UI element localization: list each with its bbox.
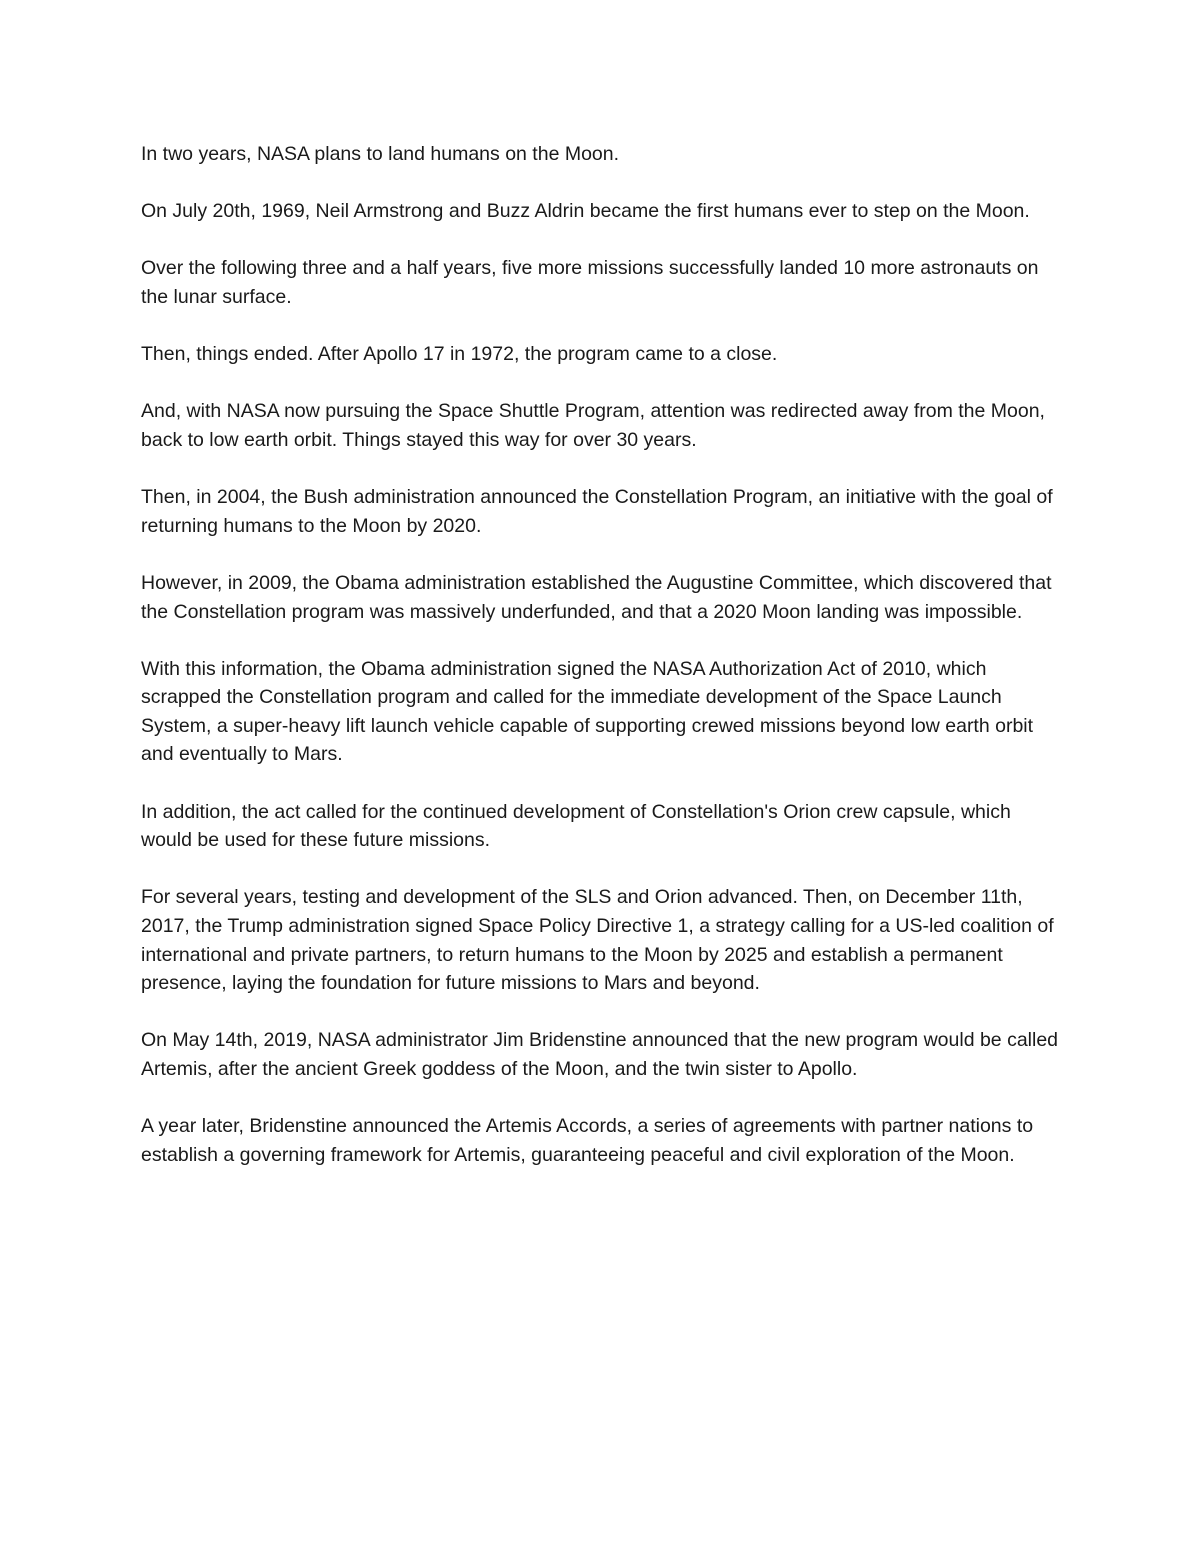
paragraph-5: And, with NASA now pursuing the Space Shuttle Program, attention was redirected away from the Moon, back to low earth orbit. Things stayed this way for over 30 years.: [141, 400, 1045, 451]
paragraph-2: On July 20th, 1969, Neil Armstrong and Buzz Aldrin became the first humans ever to step on the Moon.: [141, 200, 1030, 223]
paragraph-8: With this information, the Obama administration signed the NASA Authorization Act of 2010, which scrapped the Constellation program and called for the immediate development of the Space Launch System, a super-heavy lift launch vehicle capable of supporting crewed missions beyond low earth orbit and eventually to Mars.: [141, 657, 1034, 766]
paragraph-12: A year later, Bridenstine announced the Artemis Accords, a series of agreements with partner nations to establish a governing framework for Artemis, guaranteeing peaceful and civil exploration of the Moon.: [141, 1115, 1034, 1166]
document-body: [141, 140, 1066, 1198]
paragraph-10: For several years, testing and development of the SLS and Orion advanced. Then, on December 11th, 2017, the Trump administration signed Space Policy Directive 1, a strategy calling for a US-led coalition of international and private partners, to return humans to the Moon by 2025 and establish a permanent presence, laying the foundation for future missions to Mars and beyond.: [141, 886, 1054, 995]
paragraph-6: Then, in 2004, the Bush administration announced the Constellation Program, an initiative with the goal of returning humans to the Moon by 2020.: [141, 486, 1053, 537]
paragraph-1: In two years, NASA plans to land humans on the Moon.: [141, 143, 620, 165]
paragraph-3: Over the following three and a half years, five more missions successfully landed 10 more astronauts on the lunar surface.: [141, 257, 1039, 308]
paragraph-9: In addition, the act called for the continued development of Constellation's Orion crew capsule, which would be used for these future missions.: [141, 800, 1011, 852]
paragraph-7: However, in 2009, the Obama administration established the Augustine Committee, which discovered that the Constellation program was massively underfunded, and that a 2020 Moon landing was impossible.: [141, 571, 1052, 623]
paragraph-11: On May 14th, 2019, NASA administrator Jim Bridenstine announced that the new program would be called Artemis, after the ancient Greek goddess of the Moon, and the twin sister to Apollo.: [141, 1029, 1059, 1080]
paragraph-4: Then, things ended. After Apollo 17 in 1972, the program came to a close.: [141, 343, 778, 366]
